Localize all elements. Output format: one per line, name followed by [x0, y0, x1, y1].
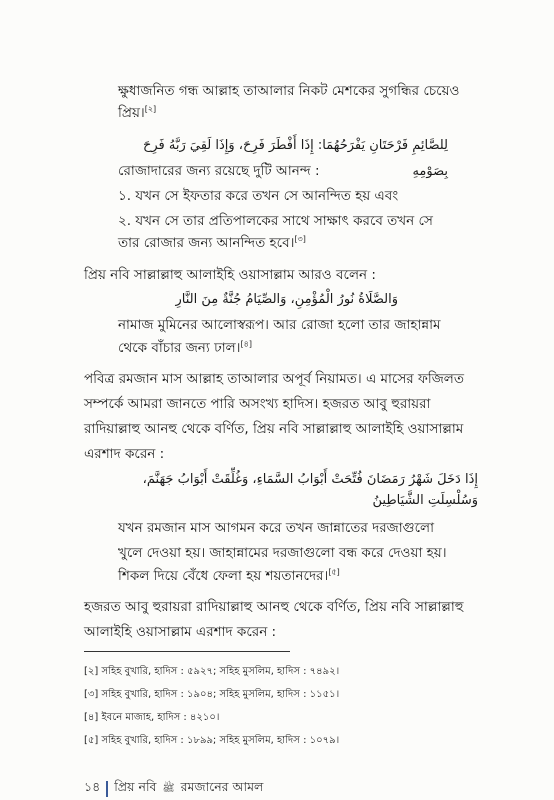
text-line [118, 335, 252, 361]
text-line: নামাজ মুমিনের আলোস্বরূপ। আর রোজা হলো তার জাহান্নাম [118, 317, 441, 333]
arabic-hadith: وَسُلْسِلَتِ الشَّيَاطِينُ [372, 493, 478, 508]
footnote-ref[interactable]: [৫] [328, 567, 340, 577]
list-item: ১. যখন সে ইফতার করে তখন সে আনন্দিত হয় এবং [118, 188, 399, 204]
paragraph: প্রিয় নবি সাল্লাল্লাহু আলাইহি ওয়াসাল্লাম আরও বলেন : [84, 267, 376, 283]
arabic-hadith: إِذَا دَخَلَ شَهْرُ رَمَضَانَ فُتِّحَتْ أَبْوَابُ السَّمَاءِ، وَغُلِّقَتْ أَبْوَابُ جَهَنَّمَ، [142, 472, 478, 487]
text-fragment: তার রোজার জন্য আনন্দিত হবে। [118, 235, 295, 251]
text-line [118, 100, 156, 126]
paragraph-line: এরশাদ করেন : [84, 446, 165, 462]
text-fragment: থেকে বাঁচার জন্য ঢাল। [118, 340, 241, 356]
page-footer [84, 779, 263, 799]
text-line: রোজাদারের জন্য রয়েছে দুটি আনন্দ : [118, 163, 320, 179]
text-line [118, 230, 306, 256]
text-fragment: শিকল দিয়ে বেঁধে ফেলা হয় শয়তানদের। [118, 568, 329, 584]
paragraph-line: পবিত্র রমজান মাস আল্লাহ তাআলার অপূর্ব নিয়ামত। এ মাসের ফজিলত [84, 371, 464, 387]
running-title: রমজানের আমল [180, 779, 264, 794]
footnote-divider [84, 651, 290, 652]
paragraph-line: হজরত আবু হুরায়রা রাদিয়াল্লাহু আনহু থেকে বর্ণিত, প্রিয় নবি সাল্লাল্লাহু [84, 599, 464, 615]
footnote: [৩] সহিহ বুখারি, হাদিস : ১৯০৪; সহিহ মুসলিম, হাদিস : ১১৫১। [84, 689, 340, 700]
arabic-hadith: لِلصَّائِمِ فَرْحَتَانِ يَفْرَحُهُمَا: إِذَا أَفْطَرَ فَرِحَ، وَإِذَا لَقِيَ رَبَّهُ فَرِحَ بِصَوْمِهِ [142, 138, 448, 179]
footer-divider [106, 781, 108, 797]
paragraph-line: সম্পর্কে আমরা জানতে পারি অসংখ্য হাদিস। হজরত আবু হুরায়রা [84, 396, 431, 412]
paragraph-line: রাদিয়াল্লাহু আনহু থেকে বর্ণিত, প্রিয় নবি সাল্লাল্লাহু আলাইহি ওয়াসাল্লাম [84, 421, 464, 437]
text-line: ক্ষুধাজনিত গন্ধ আল্লাহ তাআলার নিকট মেশকের সুগন্ধির চেয়েও [118, 83, 460, 99]
footnote-ref[interactable]: [২] [144, 104, 157, 114]
text-line: খুলে দেওয়া হয়। জাহান্নামের দরজাগুলো বন্ধ করে দেওয়া হয়। [118, 545, 447, 561]
page-number: ১৪ [84, 779, 101, 794]
text-line [118, 563, 340, 589]
footnote: [৪] ইবনে মাজাহ, হাদিস : ৪২১০। [84, 712, 220, 723]
footnote-ref[interactable]: [৪] [240, 339, 252, 349]
footnote: [৫] সহিহ বুখারি, হাদিস : ১৮৯৯; সহিহ মুসলিম, হাদিস : ১০৭৯। [84, 735, 340, 746]
text-line: যখন রমজান মাস আগমন করে তখন জান্নাতের দরজাগুলো [118, 520, 435, 536]
arabic-hadith: وَالصَّلَاةُ نُورُ الْمُؤْمِنِ، وَالصِّيَامُ جُنَّةٌ مِنَ النَّارِ [175, 292, 398, 307]
footnote-ref[interactable]: [৩] [294, 234, 306, 244]
paragraph-line: আলাইহি ওয়াসাল্লাম এরশাদ করেন : [84, 624, 277, 640]
list-item: ২. যখন সে তার প্রতিপালকের সাথে সাক্ষাৎ করবে তখন সে [118, 213, 433, 229]
running-title: প্রিয় নবি [114, 779, 157, 794]
text-fragment: প্রিয়। [118, 105, 145, 121]
footnote: [২] সহিহ বুখারি, হাদিস : ৫৯২৭; সহিহ মুসলিম, হাদিস : ৭৪৯২। [84, 666, 340, 677]
salawat-seal-icon: ﷺ [162, 783, 175, 794]
